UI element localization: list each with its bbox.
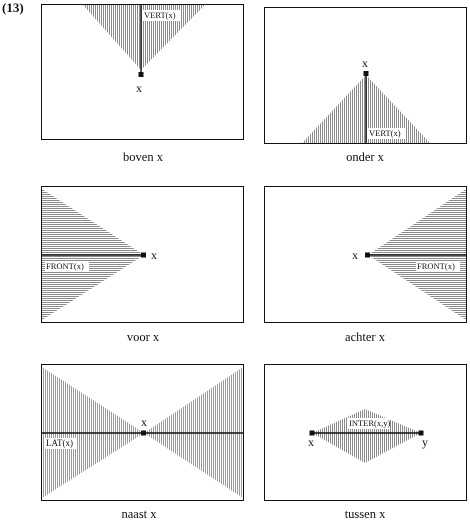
caption-achter: achter x: [345, 330, 385, 344]
caption-onder: onder x: [346, 150, 384, 164]
voor-diagram: [41, 186, 244, 323]
region-label: FRONT(x): [417, 261, 455, 271]
region-label: INTER(x,y): [349, 418, 391, 428]
point-x-label: x: [308, 435, 314, 449]
point-x: [141, 431, 146, 436]
panel-tussen: [264, 364, 467, 501]
region-label: FRONT(x): [46, 261, 84, 271]
achter-diagram: [264, 186, 467, 323]
point-x: [141, 253, 146, 258]
tussen-diagram: [264, 364, 467, 501]
onder-diagram: [264, 7, 467, 144]
point-x-label: x: [136, 81, 142, 95]
caption-naast: naast x: [121, 507, 157, 521]
caption-tussen: tussen x: [344, 507, 386, 521]
figure-number: (13): [2, 0, 24, 15]
naast-diagram: [41, 364, 244, 501]
point-y-label: y: [422, 435, 428, 449]
panel-achter: [264, 186, 467, 323]
boven-diagram: [41, 4, 244, 140]
point-x-label: x: [141, 415, 147, 429]
caption-boven: boven x: [123, 150, 163, 164]
panel-voor: [41, 186, 244, 323]
region-label: VERT(x): [144, 10, 176, 20]
caption-voor: voor x: [126, 330, 160, 344]
region-label: VERT(x): [369, 128, 401, 138]
panel-naast: [41, 364, 244, 501]
point-x: [364, 71, 369, 76]
region-label: LAT(x): [46, 438, 73, 448]
point-x-label: x: [151, 248, 157, 262]
panel-boven: [41, 4, 244, 140]
point-x-label: x: [362, 56, 368, 70]
point-x: [139, 72, 144, 77]
point-x-label: x: [352, 248, 358, 262]
panel-onder: [264, 7, 467, 144]
point-x: [365, 253, 370, 258]
